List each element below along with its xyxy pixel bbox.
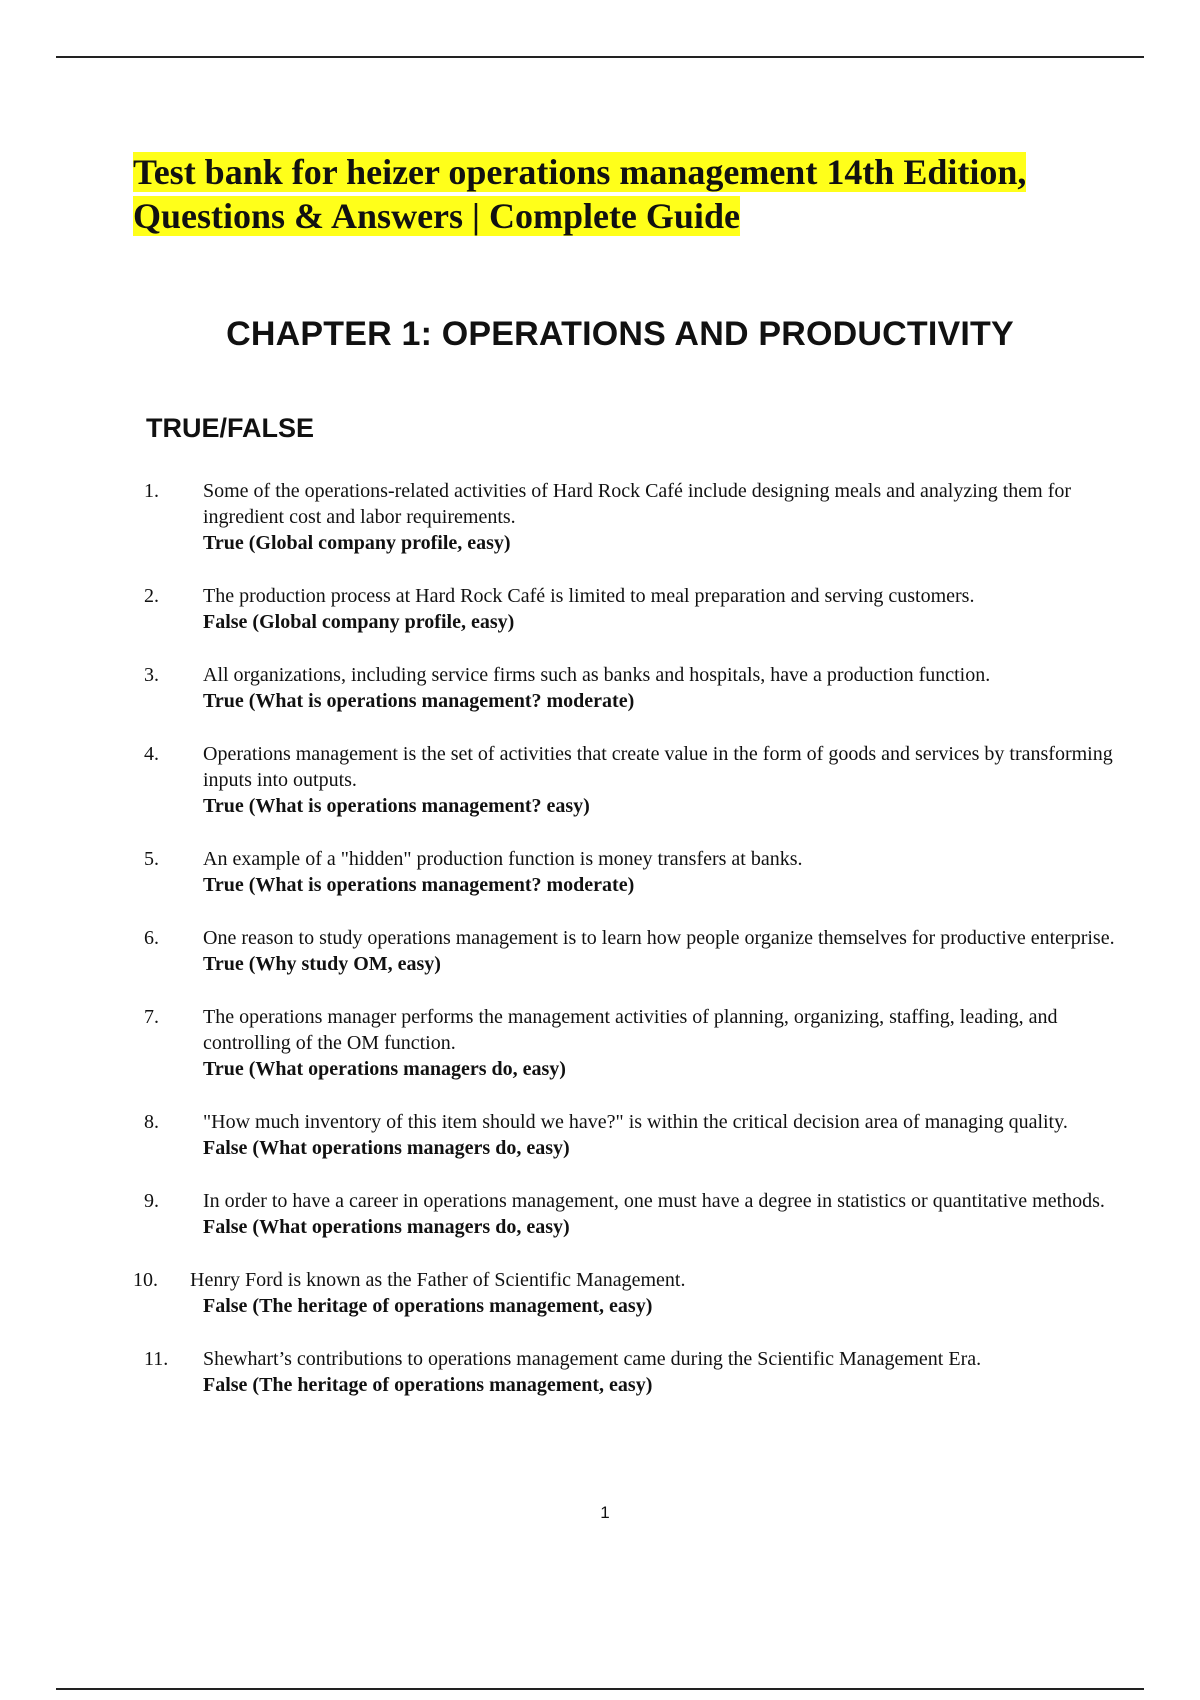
question-text: An example of a "hidden" production function is money transfers at banks.	[203, 848, 803, 870]
question-item	[0, 662, 1200, 714]
question-item	[0, 1346, 1200, 1398]
question-answer: True (What is operations management? easy)	[203, 795, 590, 817]
question-text: In order to have a career in operations management, one must have a degree in statistics or quantitative methods.	[203, 1190, 1105, 1212]
question-answer: True (Global company profile, easy)	[203, 532, 511, 554]
chapter-heading: CHAPTER 1: OPERATIONS AND PRODUCTIVITY	[226, 315, 1014, 353]
question-item	[0, 1109, 1200, 1161]
question-number: 7.	[144, 1006, 159, 1028]
section-heading: TRUE/FALSE	[146, 413, 315, 443]
question-number: 1.	[144, 480, 159, 502]
document-title	[133, 150, 1093, 238]
question-item	[0, 583, 1200, 635]
question-answer: False (Global company profile, easy)	[203, 611, 515, 633]
question-item	[0, 1004, 1200, 1082]
document-title-text: Test bank for heizer operations management 14th Edition, Questions & Answers | Complete Guide	[133, 152, 1027, 236]
question-answer: False (What operations managers do, easy)	[203, 1216, 570, 1238]
question-number: 5.	[144, 848, 159, 870]
question-answer: True (Why study OM, easy)	[203, 953, 441, 975]
question-text: All organizations, including service firms such as banks and hospitals, have a production function.	[203, 664, 991, 686]
question-number: 3.	[144, 664, 159, 686]
question-number: 6.	[144, 927, 159, 949]
question-answer: False (The heritage of operations management, easy)	[203, 1295, 653, 1317]
question-item	[0, 741, 1200, 819]
question-number: 9.	[144, 1190, 159, 1212]
question-answer: True (What is operations management? moderate)	[203, 874, 635, 896]
question-text: "How much inventory of this item should we have?" is within the critical decision area of managing quality.	[203, 1111, 1068, 1133]
question-text: The operations manager performs the management activities of planning, organizing, staffing, leading, and controlling of the OM function.	[203, 1006, 1058, 1054]
question-item	[0, 846, 1200, 898]
question-answer: False (The heritage of operations management, easy)	[203, 1374, 653, 1396]
question-answer: False (What operations managers do, easy)	[203, 1137, 570, 1159]
question-item	[0, 1267, 1200, 1319]
question-text: Some of the operations-related activities of Hard Rock Café include designing meals and analyzing them for ingredient cost and labor requirements.	[203, 480, 1072, 528]
top-rule	[56, 56, 1144, 58]
question-text: Operations management is the set of activities that create value in the form of goods and services by transforming inputs into outputs.	[203, 743, 1113, 791]
question-text: Shewhart’s contributions to operations management came during the Scientific Management Era.	[203, 1348, 982, 1370]
question-text: The production process at Hard Rock Café is limited to meal preparation and serving customers.	[203, 585, 975, 607]
question-answer: True (What operations managers do, easy)	[203, 1058, 566, 1080]
question-text: One reason to study operations management is to learn how people organize themselves for productive enterprise.	[203, 927, 1115, 949]
question-number: 8.	[144, 1111, 159, 1133]
question-item	[0, 478, 1200, 556]
question-item	[0, 1188, 1200, 1240]
page-number: 1	[600, 1503, 610, 1522]
bottom-rule	[56, 1688, 1144, 1690]
question-number: 2.	[144, 585, 159, 607]
question-list	[0, 478, 1200, 1425]
question-answer: True (What is operations management? moderate)	[203, 690, 635, 712]
question-item	[0, 925, 1200, 977]
question-text: Henry Ford is known as the Father of Scientific Management.	[190, 1269, 686, 1291]
question-number: 10.	[133, 1269, 158, 1291]
question-number: 4.	[144, 743, 159, 765]
question-number: 11.	[144, 1348, 169, 1370]
